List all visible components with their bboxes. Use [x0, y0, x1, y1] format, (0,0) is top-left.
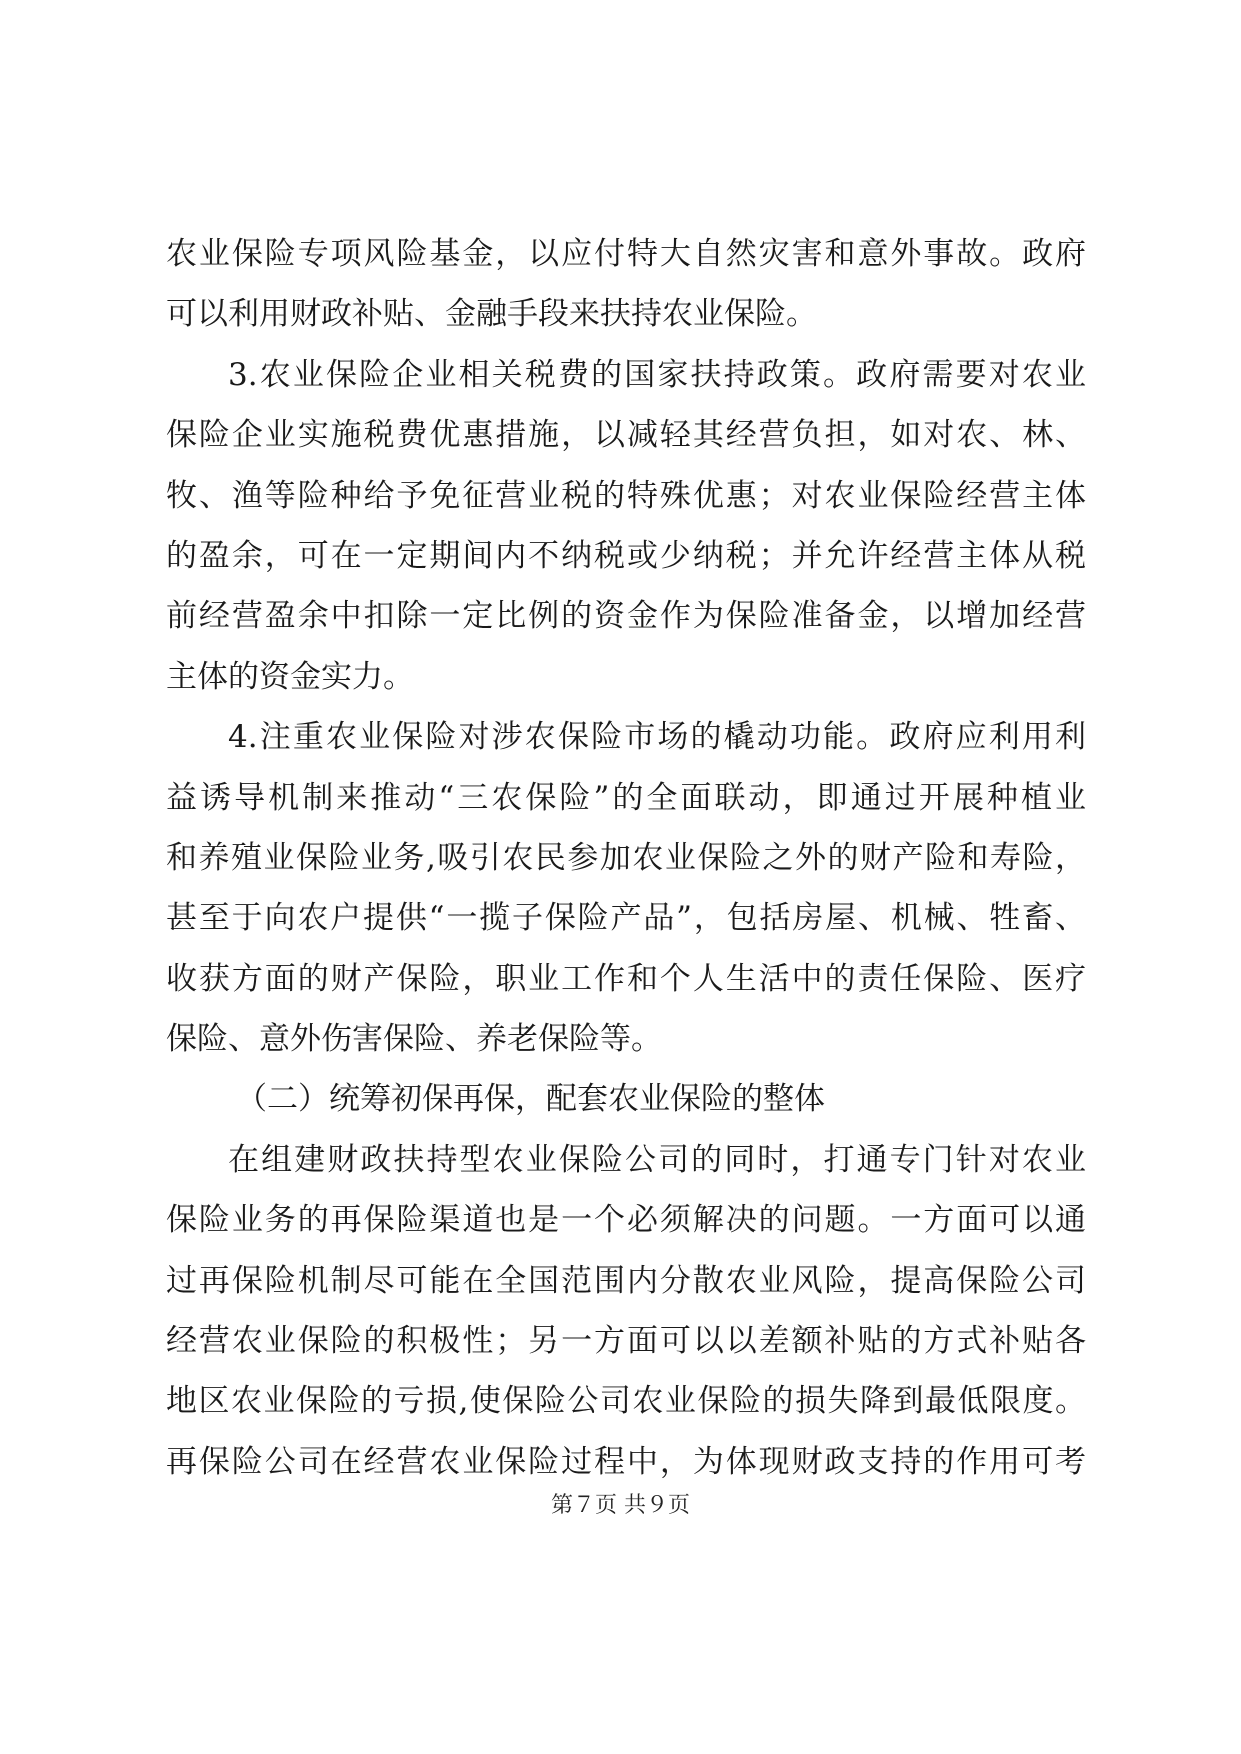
- document-body: [166, 224, 1086, 1492]
- text-line: 再保险公司在经营农业保险过程中，为体现财政支持的作用可考: [166, 1443, 1086, 1480]
- text-line: 牧、渔等险种给予免征营业税的特殊优惠；对农业保险经营主体: [166, 477, 1086, 514]
- paragraph-start-line: 在组建财政扶持型农业保险公司的同时，打通专门针对农业: [228, 1141, 1086, 1178]
- text-line: 保险企业实施税费优惠措施，以减轻其经营负担，如对农、林、: [166, 417, 1086, 454]
- text-line: 收获方面的财产保险，职业工作和个人生活中的责任保险、医疗: [166, 960, 1086, 997]
- text-line: 可以利用财政补贴、金融手段来扶持农业保险。: [166, 296, 817, 333]
- text-line: 主体的资金实力。: [166, 658, 414, 695]
- text-line: 经营农业保险的积极性；另一方面可以以差额补贴的方式补贴各: [166, 1323, 1086, 1360]
- page-number-footer: 第７页 共９页: [551, 1493, 690, 1518]
- text-line: 保险业务的再保险渠道也是一个必须解决的问题。一方面可以通: [166, 1202, 1086, 1239]
- text-line: 农业保险专项风险基金，以应付特大自然灾害和意外事故。政府: [166, 236, 1086, 272]
- section-heading: （二）统筹初保再保，配套农业保险的整体: [236, 1081, 825, 1118]
- text-line: 的盈余，可在一定期间内不纳税或少纳税；并允许经营主体从税: [166, 537, 1086, 574]
- paragraph-start-line: 3.农业保险企业相关税费的国家扶持政策。政府需要对农业: [228, 356, 1086, 393]
- text-line: 地区农业保险的亏损,使保险公司农业保险的损失降到最低限度。: [166, 1383, 1086, 1420]
- text-line: 甚至于向农户提供“一揽子保险产品”，包括房屋、机械、牲畜、: [166, 900, 1086, 937]
- text-line: 前经营盈余中扣除一定比例的资金作为保险准备金，以增加经营: [166, 598, 1086, 635]
- text-line: 过再保险机制尽可能在全国范围内分散农业风险，提高保险公司: [166, 1262, 1086, 1299]
- text-line: 益诱导机制来推动“三农保险”的全面联动，即通过开展种植业: [166, 779, 1086, 816]
- text-line: 保险、意外伤害保险、养老保险等。: [166, 1021, 662, 1058]
- paragraph-start-line: 4.注重农业保险对涉农保险市场的橇动功能。政府应利用利: [228, 719, 1086, 756]
- text-line: 和养殖业保险业务,吸引农民参加农业保险之外的财产险和寿险，: [166, 839, 1086, 876]
